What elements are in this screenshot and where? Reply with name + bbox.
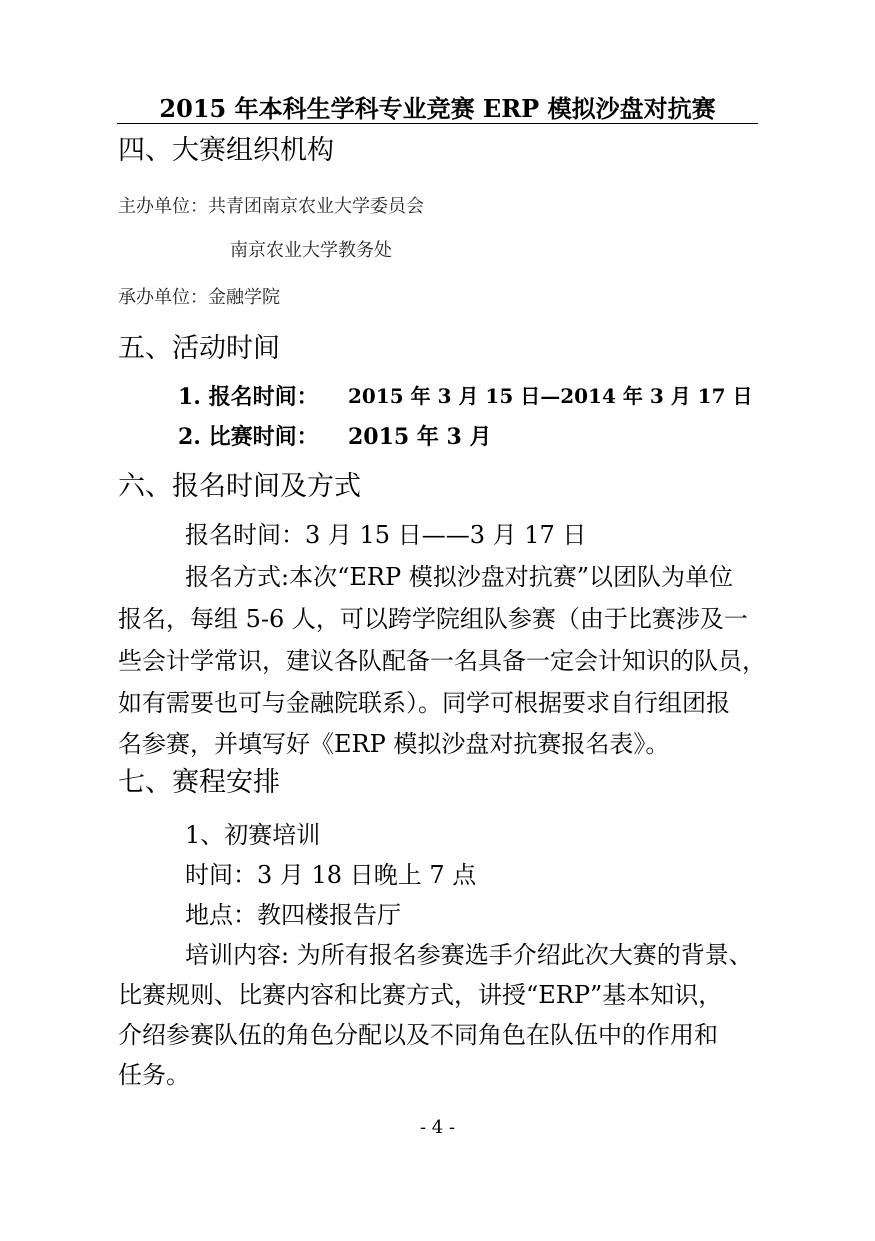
- signup-time-label: 1. 报名时间：: [178, 384, 319, 410]
- page-header-title: 2015 年本科生学科专业竞赛 ERP 模拟沙盘对抗赛: [159, 94, 716, 123]
- page-number: - 4 -: [419, 1117, 456, 1138]
- header-rule: [117, 123, 758, 124]
- undertaker-line: 承办单位：金融学院: [118, 287, 280, 308]
- schedule-place: 地点：教四楼报告厅: [185, 901, 401, 929]
- training-content-line: 比赛规则、比赛内容和比赛方式，讲授“ERP”基本知识，: [118, 981, 723, 1009]
- section6-heading: 六、报名时间及方式: [118, 471, 361, 502]
- match-time-value: 2015 年 3 月: [348, 424, 492, 450]
- method-line: 报名，每组 5-6 人，可以跨学院组队参赛（由于比赛涉及一: [118, 605, 748, 633]
- schedule-time: 时间：3 月 18 日晚上 7 点: [185, 861, 477, 889]
- section4-heading: 四、大赛组织机构: [118, 135, 334, 166]
- match-time-label: 2. 比赛时间：: [178, 424, 319, 450]
- training-content-line: 介绍参赛队伍的角色分配以及不同角色在队伍中的作用和: [118, 1021, 718, 1049]
- organizer-line: 主办单位：共青团南京农业大学委员会: [118, 196, 424, 217]
- signup-time-value: 2015 年 3 月 15 日—2014 年 3 月 17 日: [348, 384, 753, 408]
- section7-heading: 七、赛程安排: [118, 767, 280, 798]
- method-line: 些会计学常识，建议各队配备一名具备一定会计知识的队员，: [118, 647, 766, 675]
- method-line: 报名方式:本次“ERP 模拟沙盘对抗赛”以团队为单位: [185, 563, 733, 591]
- organizer-line-2: 南京农业大学教务处: [230, 240, 392, 261]
- section5-heading: 五、活动时间: [118, 333, 280, 364]
- training-content-line: 任务。: [118, 1061, 190, 1089]
- method-line: 名参赛，并填写好《ERP 模拟沙盘对抗赛报名表》。: [118, 730, 670, 758]
- signup-time-line: 报名时间：3 月 15 日——3 月 17 日: [185, 521, 587, 549]
- schedule-sub1: 1、初赛培训: [185, 821, 321, 849]
- method-line: 如有需要也可与金融院联系）。同学可根据要求自行组团报: [118, 689, 730, 717]
- training-content-line: 培训内容: 为所有报名参赛选手介绍此次大赛的背景、: [185, 941, 753, 969]
